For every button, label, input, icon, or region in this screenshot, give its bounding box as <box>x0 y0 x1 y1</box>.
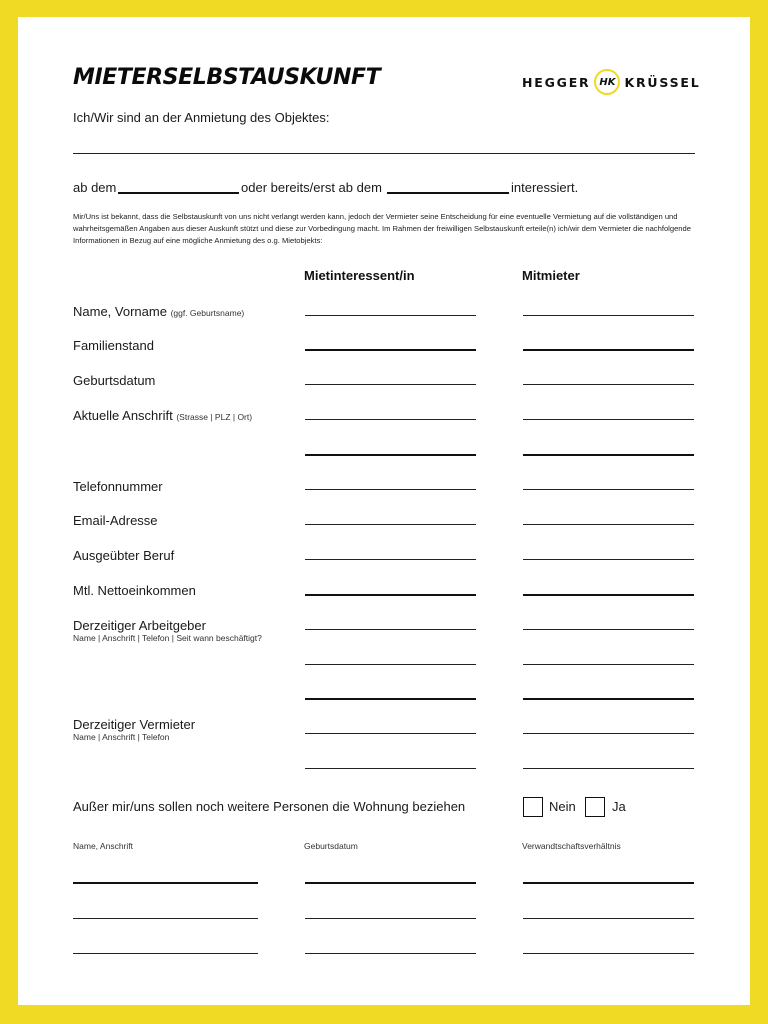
birthdate-label: Geburtsdatum <box>73 373 156 388</box>
cotenant-employer-field[interactable] <box>523 629 694 630</box>
tenant-phone-field[interactable] <box>305 489 476 490</box>
column-header-cotenant: Mitmieter <box>522 268 580 283</box>
occupant-birth-header: Geburtsdatum <box>304 841 358 851</box>
occupants-question: Außer mir/uns sollen noch weitere Personen die Wohnung beziehen <box>73 799 466 814</box>
occupant-relation-header: Verwandtschaftsverhältnis <box>522 841 621 851</box>
landlord-label: Derzeitiger Vermieter <box>73 717 196 732</box>
tenant-profession-field[interactable] <box>305 559 476 560</box>
tenant-address-field-2[interactable] <box>305 454 476 456</box>
occupant-name-field-1[interactable] <box>73 882 258 884</box>
occupant-name-field-3[interactable] <box>73 953 258 954</box>
tenant-address-field[interactable] <box>305 419 476 420</box>
name-field-label <box>73 304 244 319</box>
address-label-hint: (Strasse | PLZ | Ort) <box>176 412 253 422</box>
object-field-line[interactable] <box>73 153 695 154</box>
tenant-landlord-field-2[interactable] <box>305 768 476 769</box>
net-income-label: Mtl. Nettoeinkommen <box>73 583 196 598</box>
column-header-tenant: Mietinteressent/in <box>304 268 415 283</box>
cotenant-income-field[interactable] <box>523 594 694 596</box>
tenant-email-field[interactable] <box>305 524 476 525</box>
tenant-employer-field-2[interactable] <box>305 664 476 665</box>
cotenant-email-field[interactable] <box>523 524 694 525</box>
landlord-sublabel: Name | Anschrift | Telefon <box>73 732 170 742</box>
tenant-landlord-field[interactable] <box>305 733 476 734</box>
phone-label: Telefonnummer <box>73 479 163 494</box>
marital-status-label: Familienstand <box>73 338 154 353</box>
from-date-label: ab dem <box>73 180 117 195</box>
email-label: Email-Adresse <box>73 513 158 528</box>
name-label-hint: (ggf. Geburtsname) <box>170 308 245 318</box>
name-label-text: Name, Vorname <box>73 304 167 319</box>
cotenant-marital-field[interactable] <box>523 349 694 351</box>
tenant-employer-field-3[interactable] <box>305 698 476 700</box>
occupant-birth-field-1[interactable] <box>305 882 476 884</box>
cotenant-landlord-field[interactable] <box>523 733 694 734</box>
intro-text: Ich/Wir sind an der Anmietung des Objektes: <box>73 110 330 125</box>
from-date-field[interactable] <box>118 192 239 194</box>
employer-sublabel: Name | Anschrift | Telefon | Seit wann beschäftigt? <box>73 633 262 643</box>
logo-text-left: HEGGER <box>522 74 591 90</box>
tenant-marital-field[interactable] <box>305 349 476 351</box>
tenant-employer-field[interactable] <box>305 629 476 630</box>
occupant-relation-field-3[interactable] <box>523 953 694 954</box>
cotenant-landlord-field-2[interactable] <box>523 768 694 769</box>
logo-badge-icon: HK <box>594 69 620 95</box>
employer-label: Derzeitiger Arbeitgeber <box>73 618 206 633</box>
form-title: MIETERSELBSTAUSKUNFT <box>73 65 381 90</box>
occupant-birth-field-2[interactable] <box>305 918 476 919</box>
occupant-name-header: Name, Anschrift <box>73 841 133 851</box>
logo-text-right: KRÜSSEL <box>624 74 701 90</box>
occupant-name-field-2[interactable] <box>73 918 258 919</box>
cotenant-employer-field-3[interactable] <box>523 698 694 700</box>
address-label-text: Aktuelle Anschrift <box>73 408 173 423</box>
form-sheet <box>18 17 750 1005</box>
cotenant-employer-field-2[interactable] <box>523 664 694 665</box>
interested-label: interessiert. <box>511 180 579 195</box>
occupant-relation-field-2[interactable] <box>523 918 694 919</box>
company-logo <box>522 69 701 95</box>
cotenant-profession-field[interactable] <box>523 559 694 560</box>
disclaimer-text: Mir/Uns ist bekannt, dass die Selbstauskunft von uns nicht verlangt werden kann, jedoch der Vermieter seine Entscheidung für eine eventuelle Vermietung auf die vollständigen und wahrheitsgemäßen Angaben aus dieser Auskunft stützt und diese zur Vorbedingung macht. Im Rahmen der freiwilligen Selbstauskunft erteile(n) ich/wir dem Vermieter die nachfolgende Informationen in Bezug auf eine mögliche Anmietung des o.g. Mietobjekts: <box>73 212 691 245</box>
alternative-date-field[interactable] <box>387 192 509 194</box>
occupant-birth-field-3[interactable] <box>305 953 476 954</box>
cotenant-address-field-2[interactable] <box>523 454 694 456</box>
tenant-birthdate-field[interactable] <box>305 384 476 385</box>
no-checkbox[interactable] <box>523 797 543 817</box>
cotenant-phone-field[interactable] <box>523 489 694 490</box>
no-label: Nein <box>549 799 576 814</box>
yes-checkbox[interactable] <box>585 797 605 817</box>
yes-label: Ja <box>612 799 626 814</box>
cotenant-birthdate-field[interactable] <box>523 384 694 385</box>
occupant-relation-field-1[interactable] <box>523 882 694 884</box>
cotenant-address-field[interactable] <box>523 419 694 420</box>
profession-label: Ausgeübter Beruf <box>73 548 175 563</box>
tenant-name-field[interactable] <box>305 315 476 316</box>
or-date-label: oder bereits/erst ab dem <box>241 180 382 195</box>
address-field-label <box>73 408 252 423</box>
cotenant-name-field[interactable] <box>523 315 694 316</box>
tenant-income-field[interactable] <box>305 594 476 596</box>
